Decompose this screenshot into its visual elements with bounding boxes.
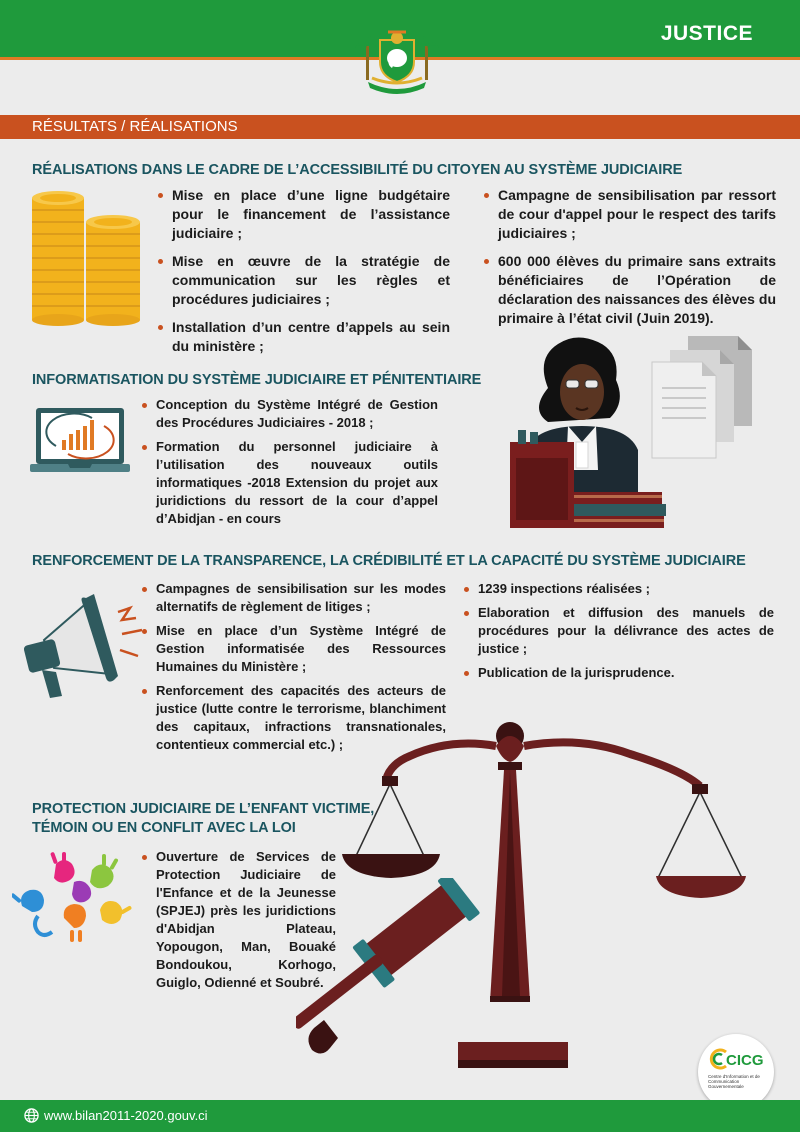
coins-icon: [28, 186, 148, 328]
transparence-heading: RENFORCEMENT DE LA TRANSPARENCE, LA CRÉDIBILITÉ ET LA CAPACITÉ DU SYSTÈME JUDICIAIRE: [32, 553, 746, 569]
judge-icon: [506, 330, 768, 528]
laptop-chart-icon: [30, 404, 130, 480]
protection-heading-line2: TÉMOIN OU EN CONFLIT AVEC LA LOI: [32, 820, 296, 836]
list-item: Mise en place d’une ligne budgétaire pour le financement de l’assistance judiciaire ;: [156, 186, 450, 243]
cicg-subtitle-line1: Centre d'Information et de: [708, 1074, 760, 1079]
list-item: Publication de la jurisprudence.: [462, 664, 774, 682]
list-item: Renforcement des capacités des acteurs de justice (lutte contre le terrorisme, blanchiment des capitaux, infractions transnationales, contentieux commercial etc.) ;: [140, 682, 446, 754]
section-banner-text: RÉSULTATS / RÉALISATIONS: [32, 118, 238, 135]
list-item: Mise en place d’un Système Intégré de Gestion informatisée des Ressources Humaines du Ministère ;: [140, 622, 446, 676]
informatisation-heading: INFORMATISATION DU SYSTÈME JUDICIAIRE ET PÉNITENTIAIRE: [32, 372, 482, 388]
accessibility-left-list: [156, 186, 450, 365]
protection-heading-line1: PROTECTION JUDICIAIRE DE L’ENFANT VICTIME,: [32, 801, 375, 817]
cicg-subtitle: [708, 1074, 766, 1089]
documents-icon: [652, 336, 752, 458]
list-item: Formation du personnel judiciaire à l’utilisation des nouveaux outils informatiques -2018 Extension du projet aux juridictions du ressort de la cour d’appel d’Abidjan - en cours: [140, 438, 438, 528]
cicg-subtitle-line2: Communication Gouvernementale: [708, 1079, 744, 1089]
megaphone-icon: [14, 590, 150, 702]
list-item: 600 000 élèves du primaire sans extraits bénéficiaires de l’Opération de déclaration des naissances des élèves du primaire à l’état civil (Juin 2019).: [482, 252, 776, 328]
protection-list: [140, 848, 336, 998]
list-item: Installation d’un centre d’appels au sein du ministère ;: [156, 318, 450, 356]
accessibility-heading: RÉALISATIONS DANS LE CADRE DE L’ACCESSIBILITÉ DU CITOYEN AU SYSTÈME JUDICIAIRE: [32, 162, 683, 178]
transparence-right-list: [462, 580, 774, 688]
globe-icon: [24, 1108, 39, 1123]
hands-icon: [12, 852, 146, 952]
informatisation-list: [140, 396, 438, 534]
list-item: Elaboration et diffusion des manuels de procédures pour la délivrance des actes de justice ;: [462, 604, 774, 658]
list-item: Conception du Système Intégré de Gestion des Procédures Judiciaires - 2018 ;: [140, 396, 438, 432]
list-item: Ouverture de Services de Protection Judiciaire de l'Enfance et de la Jeunesse (SPJEJ) près les juridictions d'Abidjan Plateau, Yopougon, Man, Bouaké Bondoukou, Korhogo, Guiglo, Odienné et Soubré.: [140, 848, 336, 992]
cicg-name: CICG: [726, 1052, 764, 1069]
list-item: Mise en œuvre de la stratégie de communication sur les règles et procédures judiciaires ;: [156, 252, 450, 309]
footer-website-link[interactable]: www.bilan2011-2020.gouv.ci: [44, 1108, 208, 1123]
page-title: JUSTICE: [660, 22, 753, 45]
list-item: Campagne de sensibilisation par ressort de cour d'appel pour le respect des tarifs judiciaires ;: [482, 186, 776, 243]
cicg-logo: [698, 1034, 774, 1110]
list-item: Campagnes de sensibilisation sur les modes alternatifs de règlement de litiges ;: [140, 580, 446, 616]
accessibility-right-list: [482, 186, 776, 337]
coat-of-arms-icon: [354, 26, 440, 94]
list-item: 1239 inspections réalisées ;: [462, 580, 774, 598]
